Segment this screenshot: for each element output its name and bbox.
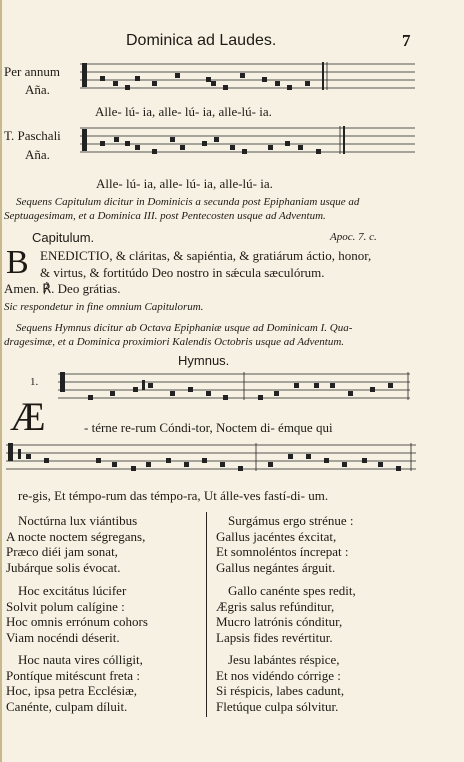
- capitulum-reference: Apoc. 7. c.: [330, 231, 377, 243]
- rubric-line: dragesimæ, et a Dominica proximiori Kalendis Octobris usque ad Adventum.: [4, 336, 345, 348]
- rubric-line: Sequens Hymnus dicitur ab Octava Epiphaniæ usque ad Dominicam I. Qua-: [16, 322, 353, 334]
- verse-line: Pontíque mitéscunt freta :: [6, 667, 140, 683]
- antiphon2-lyrics: Alle- lú- ia, alle- lú- ia, alle-lú- ia.: [96, 176, 273, 191]
- antiphon1-sublabel: Aña.: [25, 82, 50, 97]
- stanza-left-1: [6, 513, 145, 575]
- hymn-staff-1: [58, 370, 410, 410]
- hymn-staff-2: [6, 441, 416, 481]
- antiphon1-staff: [80, 60, 415, 98]
- verse-line: Jubárque solis évocat.: [6, 559, 121, 575]
- antiphon2-label: T. Paschali: [4, 128, 61, 143]
- verse-line: Lapsis fides revértitur.: [216, 629, 333, 645]
- verse-line: Viam nocéndi déserit.: [6, 629, 120, 645]
- hymn-lyrics-line1: - térne re-rum Cóndi-tor, Noctem di- émque qui: [84, 420, 333, 435]
- verse-line: Ægris salus refúnditur,: [216, 598, 335, 614]
- verse-line: Hoc omnis errónum cohors: [6, 614, 148, 629]
- capitulum-line: Amen. ℟. Deo grátias.: [4, 281, 121, 296]
- verse-line: Mucro latrónis cónditur,: [216, 614, 343, 629]
- verse-line: Jesu labántes réspice,: [228, 652, 340, 667]
- rubric-line: Sequens Capitulum dicitur in Dominicis a secunda post Epiphaniam usque ad: [16, 196, 360, 208]
- verse-line: Gallus negántes árguit.: [216, 559, 336, 575]
- antiphon2-sublabel: Aña.: [25, 147, 50, 162]
- capitulum-heading: Capitulum.: [32, 230, 95, 245]
- verse-line: Hoc excitátus lúcifer: [18, 583, 127, 598]
- verse-line: Et somnoléntos íncrepat :: [216, 544, 349, 559]
- rubric-line: Septuagesimam, et a Dominica III. post Pentecosten usque ad Adventum.: [4, 210, 326, 222]
- page-number: 7: [402, 31, 411, 50]
- antiphon1-lyrics: Alle- lú- ia, alle- lú- ia, alle-lú- ia.: [95, 104, 272, 119]
- stanza-right-2: [216, 583, 356, 645]
- verse-line: Surgámus ergo strénue :: [228, 513, 354, 528]
- page-title: Dominica ad Laudes.: [126, 32, 277, 49]
- stanza-left-2: [6, 583, 148, 645]
- verse-line: Canénte, culpam díluit.: [6, 698, 128, 714]
- verse-line: Gallo canénte spes redit,: [228, 583, 356, 598]
- capitulum-initial: B: [6, 244, 29, 281]
- capitulum-line: & virtus, & fortitúdo Deo nostro in sǽcula sæculórum.: [40, 265, 325, 280]
- capitulum-line: ENEDICTIO, & cláritas, & sapiéntia, & gratiárum áctio, honor,: [40, 248, 372, 263]
- page-edge: [0, 0, 2, 762]
- stanza-left-3: [6, 652, 143, 714]
- verse-line: Gallus jacéntes éxcitat,: [216, 528, 337, 544]
- verse-line: Præco diéi jam sonat,: [6, 544, 118, 559]
- column-divider: [206, 512, 207, 717]
- verse-line: Si réspicis, labes cadunt,: [216, 683, 345, 698]
- antiphon1-label: Per annum: [4, 64, 60, 79]
- verse-number: 1.: [30, 376, 39, 388]
- hymn-initial: Æ: [10, 394, 46, 439]
- verse-line: Hoc nauta vires cólligit,: [18, 652, 143, 667]
- verse-line: Hoc, ipsa petra Ecclésiæ,: [6, 683, 138, 698]
- stanza-right-1: [216, 513, 354, 575]
- verse-line: Fletúque culpa sólvitur.: [216, 698, 339, 714]
- verse-line: Et nos vidéndo córrige :: [216, 667, 341, 683]
- antiphon2-staff: [80, 124, 415, 162]
- hymn-lyrics-line2: re-gis, Et témpo-rum das témpo-ra, Ut álle-ves fastí-di- um.: [18, 488, 329, 503]
- stanza-right-3: [216, 652, 344, 714]
- verse-line: A nocte noctem ségregans,: [6, 528, 146, 544]
- verse-line: Noctúrna lux viántibus: [18, 513, 138, 528]
- hymnus-heading: Hymnus.: [178, 353, 230, 368]
- verse-line: Solvit polum calígine :: [6, 598, 125, 614]
- rubric-line: Sic respondetur in fine omnium Capitulorum.: [4, 301, 204, 313]
